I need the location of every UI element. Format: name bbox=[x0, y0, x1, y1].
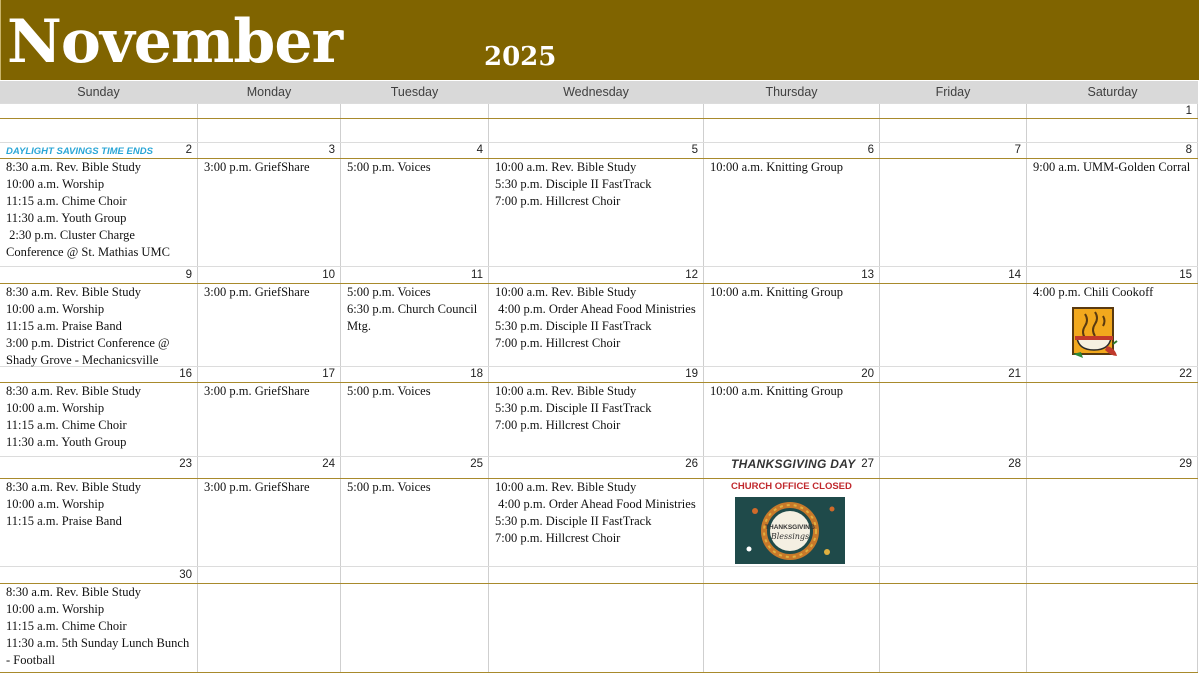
day-number: 18 bbox=[470, 368, 483, 380]
day-cell-events bbox=[204, 159, 335, 176]
year-title: 2025 bbox=[484, 42, 557, 72]
event-item: 3:00 p.m. District Conference @ Shady Grove - Mechanicsville bbox=[6, 336, 173, 367]
event-item: 7:00 p.m. Hillcrest Choir bbox=[495, 531, 621, 545]
event-item: 7:00 p.m. Hillcrest Choir bbox=[495, 336, 621, 350]
day-number: 15 bbox=[1179, 269, 1192, 281]
wreath-icon bbox=[735, 497, 845, 564]
event-item: 5:00 p.m. Voices bbox=[347, 480, 431, 494]
day-cell-events bbox=[204, 284, 335, 301]
event-item: 11:15 a.m. Chime Choir bbox=[6, 194, 127, 208]
day-number: 3 bbox=[328, 144, 335, 156]
day-number: 11 bbox=[471, 269, 483, 281]
day-cell-events bbox=[347, 159, 483, 176]
weekday-saturday: Saturday bbox=[1087, 85, 1138, 99]
event-item: 11:30 a.m. Youth Group bbox=[6, 435, 127, 449]
event-item: 3:00 p.m. GriefShare bbox=[204, 384, 310, 398]
event-item: 10:00 a.m. Worship bbox=[6, 401, 105, 415]
day-number: 26 bbox=[685, 458, 698, 470]
day-cell-events bbox=[1033, 284, 1192, 301]
day-number: 23 bbox=[179, 458, 192, 470]
day-cell-events bbox=[6, 159, 192, 261]
day-cell-events bbox=[6, 479, 192, 530]
event-item: 9:00 a.m. UMM-Golden Corral bbox=[1033, 160, 1191, 174]
day-number: 8 bbox=[1185, 144, 1192, 156]
day-cell-events bbox=[204, 383, 335, 400]
grid-column-line bbox=[340, 103, 341, 673]
calendar-header bbox=[0, 0, 1199, 80]
grid-column-line bbox=[879, 103, 880, 673]
grid-column-line bbox=[488, 103, 489, 673]
event-item: 5:30 p.m. Disciple II FastTrack bbox=[495, 401, 652, 415]
day-cell-events bbox=[710, 159, 874, 176]
event-item: 10:00 a.m. Rev. Bible Study bbox=[495, 480, 637, 494]
event-item: 7:00 p.m. Hillcrest Choir bbox=[495, 194, 621, 208]
event-item: 10:00 a.m. Worship bbox=[6, 302, 105, 316]
event-item: 7:00 p.m. Hillcrest Choir bbox=[495, 418, 621, 432]
day-cell-events bbox=[204, 479, 335, 496]
day-number: 29 bbox=[1179, 458, 1192, 470]
event-item: 8:30 a.m. Rev. Bible Study bbox=[6, 160, 141, 174]
day-number: 9 bbox=[185, 269, 192, 281]
card-line-2: Blessings bbox=[770, 532, 810, 541]
event-item: 4:00 p.m. Order Ahead Food Ministries bbox=[495, 302, 696, 316]
grid-row-line bbox=[0, 266, 1198, 267]
event-item: 10:00 a.m. Rev. Bible Study bbox=[495, 384, 637, 398]
day-cell-events bbox=[710, 284, 874, 301]
event-item: 5:00 p.m. Voices bbox=[347, 285, 431, 299]
event-item: 8:30 a.m. Rev. Bible Study bbox=[6, 480, 141, 494]
day-cell-events bbox=[710, 383, 874, 400]
event-item: 3:00 p.m. GriefShare bbox=[204, 160, 310, 174]
event-item: 3:00 p.m. GriefShare bbox=[204, 285, 310, 299]
event-item: 4:00 p.m. Chili Cookoff bbox=[1033, 285, 1154, 299]
day-cell-events bbox=[6, 383, 192, 451]
day-number: 10 bbox=[322, 269, 335, 281]
day-number: 25 bbox=[470, 458, 483, 470]
event-item: 8:30 a.m. Rev. Bible Study bbox=[6, 285, 141, 299]
grid-column-line bbox=[1026, 103, 1027, 673]
event-item: 11:30 a.m. Youth Group bbox=[6, 211, 127, 225]
event-item: 4:00 p.m. Order Ahead Food Ministries bbox=[495, 497, 696, 511]
event-item: 5:00 p.m. Voices bbox=[347, 160, 431, 174]
day-number: 20 bbox=[861, 368, 874, 380]
day-cell-events bbox=[1033, 159, 1192, 176]
event-item: 5:30 p.m. Disciple II FastTrack bbox=[495, 177, 652, 191]
event-item: 11:15 a.m. Praise Band bbox=[6, 319, 122, 333]
day-cell-events bbox=[495, 383, 698, 434]
event-item: 10:00 a.m. Knitting Group bbox=[710, 285, 843, 299]
day-cell-events bbox=[347, 479, 483, 496]
event-item: 11:15 a.m. Praise Band bbox=[6, 514, 122, 528]
weekday-tuesday: Tuesday bbox=[390, 85, 439, 99]
day-cell-events bbox=[495, 479, 698, 547]
day-number: 19 bbox=[685, 368, 698, 380]
event-item: 2:30 p.m. Cluster Charge Conference @ St. Mathias UMC bbox=[6, 228, 170, 259]
event-item: 3:00 p.m. GriefShare bbox=[204, 480, 310, 494]
day-number: 24 bbox=[322, 458, 335, 470]
weekday-sunday: Sunday bbox=[77, 85, 120, 99]
day-cell-events bbox=[6, 284, 192, 369]
event-item: 8:30 a.m. Rev. Bible Study bbox=[6, 384, 141, 398]
day-number: 22 bbox=[1179, 368, 1192, 380]
day-number: 12 bbox=[685, 269, 698, 281]
weekday-friday: Friday bbox=[935, 85, 971, 99]
grid-row-line bbox=[0, 566, 1198, 567]
day-cell-events bbox=[495, 159, 698, 210]
event-item: 5:30 p.m. Disciple II FastTrack bbox=[495, 319, 652, 333]
grid-column-line bbox=[703, 103, 704, 673]
event-item: 10:00 a.m. Worship bbox=[6, 497, 105, 511]
office-closed-note: CHURCH OFFICE CLOSED bbox=[731, 481, 852, 492]
day-number: 14 bbox=[1008, 269, 1021, 281]
day-cell-events bbox=[6, 584, 192, 669]
event-item: 11:15 a.m. Chime Choir bbox=[6, 619, 127, 633]
event-item: 11:15 a.m. Chime Choir bbox=[6, 418, 127, 432]
day-number: 5 bbox=[691, 144, 698, 156]
week-rule-line bbox=[0, 118, 1198, 119]
thanksgiving-note: THANKSGIVING DAY bbox=[731, 457, 856, 471]
event-item: 10:00 a.m. Knitting Group bbox=[710, 384, 843, 398]
event-item: 5:30 p.m. Disciple II FastTrack bbox=[495, 514, 652, 528]
week-rule-line bbox=[0, 672, 1198, 673]
event-item: 8:30 a.m. Rev. Bible Study bbox=[6, 585, 141, 599]
day-number: 4 bbox=[476, 144, 483, 156]
day-number: 30 bbox=[179, 569, 192, 581]
event-item: 10:00 a.m. Knitting Group bbox=[710, 160, 843, 174]
day-number: 7 bbox=[1014, 144, 1021, 156]
event-item: 10:00 a.m. Rev. Bible Study bbox=[495, 285, 637, 299]
day-number: 13 bbox=[861, 269, 874, 281]
day-number: 28 bbox=[1008, 458, 1021, 470]
weekday-wednesday: Wednesday bbox=[563, 85, 629, 99]
day-number: 17 bbox=[322, 368, 335, 380]
weekday-thursday: Thursday bbox=[765, 85, 818, 99]
weekday-header-row bbox=[0, 81, 1198, 103]
grid-column-line bbox=[197, 103, 198, 673]
chili-pot-icon bbox=[1071, 306, 1119, 360]
event-item: 5:00 p.m. Voices bbox=[347, 384, 431, 398]
day-cell-events bbox=[347, 383, 483, 400]
day-number: 21 bbox=[1008, 368, 1021, 380]
thanksgiving-blessings-card bbox=[735, 497, 845, 564]
weekday-monday: Monday bbox=[246, 85, 292, 99]
card-line-1: THANKSGIVING bbox=[765, 524, 815, 531]
day-number: 27 bbox=[861, 458, 874, 470]
event-item: 10:00 a.m. Worship bbox=[6, 602, 105, 616]
day-cell-events bbox=[347, 284, 483, 335]
day-number: 1 bbox=[1185, 105, 1192, 117]
day-number: 6 bbox=[867, 144, 874, 156]
grid-column-line bbox=[1197, 103, 1198, 673]
dst-note: DAYLIGHT SAVINGS TIME ENDS bbox=[6, 146, 153, 157]
event-item: 10:00 a.m. Rev. Bible Study bbox=[495, 160, 637, 174]
day-number: 2 bbox=[185, 144, 192, 156]
event-item: 6:30 p.m. Church Council Mtg. bbox=[347, 302, 481, 333]
month-title: November bbox=[7, 7, 343, 77]
event-item: 11:30 a.m. 5th Sunday Lunch Bunch - Football bbox=[6, 636, 193, 667]
grid-row-line bbox=[0, 103, 1198, 104]
event-item: 10:00 a.m. Worship bbox=[6, 177, 105, 191]
day-number: 16 bbox=[179, 368, 192, 380]
day-cell-events bbox=[495, 284, 698, 352]
